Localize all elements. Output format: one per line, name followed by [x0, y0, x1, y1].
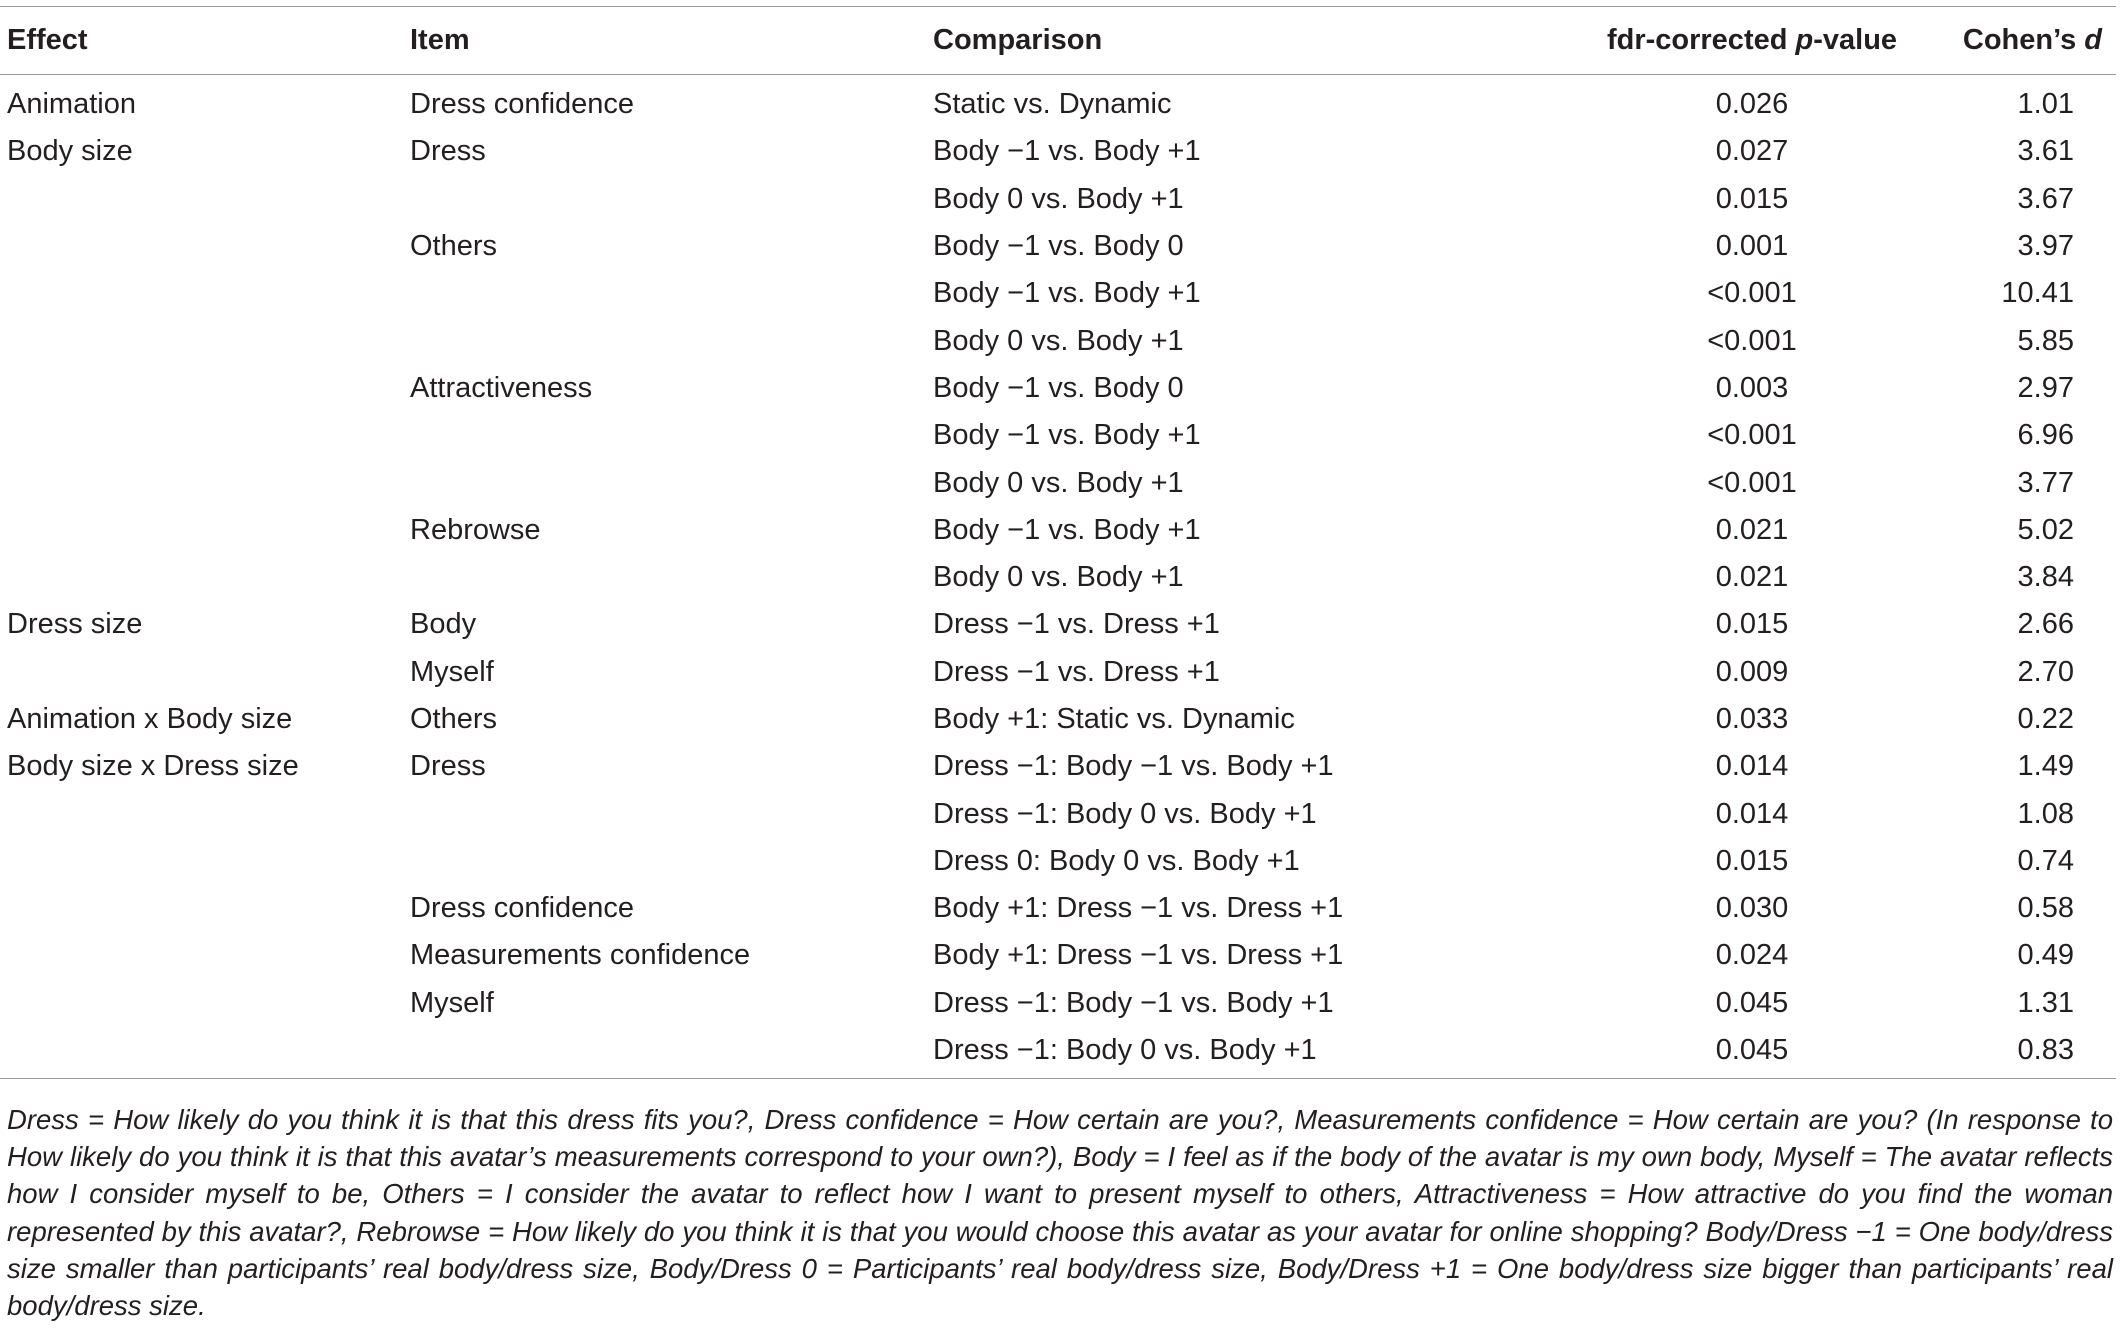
cell-comparison: Body 0 vs. Body +1 — [933, 324, 1184, 357]
cell-p-value: <0.001 — [1707, 466, 1797, 499]
cell-cohens-d: 3.97 — [2017, 230, 2074, 263]
cell-comparison: Body −1 vs. Body 0 — [933, 230, 1184, 263]
cell-effect: Animation x Body size — [7, 703, 293, 735]
cell-cohens-d: 2.97 — [2017, 371, 2074, 404]
header-d-prefix: Cohen’s — [1962, 24, 2085, 56]
cell-effect — [0, 459, 410, 506]
cell-item — [410, 838, 933, 885]
table-body — [0, 75, 2116, 1079]
table-row — [0, 459, 2116, 506]
cell-p-value: 0.015 — [1715, 844, 1789, 877]
cell-cohens-d: 2.66 — [2017, 608, 2074, 641]
cell-comparison: Body 0 vs. Body +1 — [933, 466, 1184, 499]
cell-p-value: 0.024 — [1715, 939, 1789, 972]
table-row — [0, 554, 2116, 601]
cell-p-value: <0.001 — [1707, 277, 1797, 310]
cell-cohens-d: 0.74 — [2017, 844, 2074, 877]
cell-cohens-d: 5.02 — [2017, 513, 2074, 546]
cell-p-value: 0.026 — [1715, 88, 1789, 121]
table-row — [0, 696, 2116, 743]
cell-comparison: Body −1 vs. Body 0 — [933, 371, 1184, 404]
cell-effect: Body size x Dress size — [7, 750, 299, 783]
cell-comparison: Dress −1: Body 0 vs. Body +1 — [933, 1027, 1569, 1079]
table-row — [0, 128, 2116, 175]
table-row — [0, 885, 2116, 932]
table-row — [0, 507, 2116, 554]
header-p-italic: p — [1795, 24, 1814, 56]
cell-item — [410, 459, 933, 506]
table-row — [0, 980, 2116, 1027]
cell-cohens-d: 0.83 — [1935, 1027, 2116, 1079]
cell-comparison: Body 0 vs. Body +1 — [933, 561, 1184, 594]
cell-cohens-d: 1.31 — [2017, 986, 2074, 1019]
header-p-suffix: -value — [1813, 24, 1898, 56]
cell-comparison: Dress −1 vs. Dress +1 — [933, 608, 1220, 641]
cell-p-value: 0.027 — [1715, 135, 1789, 168]
table-row — [0, 743, 2116, 790]
cell-item: Myself — [410, 655, 494, 688]
cell-comparison: Body −1 vs. Body +1 — [933, 513, 1201, 546]
header-d-italic: d — [2084, 24, 2102, 56]
cell-item — [410, 270, 933, 317]
cell-cohens-d: 1.08 — [2017, 797, 2074, 830]
cell-p-value: 0.021 — [1715, 561, 1789, 594]
cell-effect: Body size — [7, 135, 133, 168]
cell-item: Dress confidence — [410, 88, 635, 121]
cell-p-value: <0.001 — [1707, 324, 1797, 357]
cell-effect — [0, 412, 410, 459]
cell-item: Body — [410, 608, 477, 641]
cell-item — [410, 554, 933, 601]
cell-item — [410, 317, 933, 364]
cell-p-value: <0.001 — [1707, 419, 1797, 452]
cell-comparison: Static vs. Dynamic — [933, 88, 1172, 121]
cell-comparison: Body +1: Dress −1 vs. Dress +1 — [933, 939, 1344, 972]
table-row — [0, 932, 2116, 979]
header-row — [0, 7, 2116, 75]
cell-cohens-d: 6.96 — [2017, 419, 2074, 452]
cell-p-value: 0.014 — [1715, 797, 1789, 830]
cell-item — [410, 412, 933, 459]
cell-item: Others — [410, 230, 498, 263]
cell-item: Attractiveness — [410, 371, 593, 404]
cell-effect — [0, 980, 410, 1027]
header-p-prefix: fdr-corrected — [1606, 24, 1796, 56]
cell-cohens-d: 3.61 — [2017, 135, 2074, 168]
cell-effect — [0, 507, 410, 554]
cell-effect: Animation — [7, 88, 136, 121]
cell-cohens-d: 1.49 — [2017, 750, 2074, 783]
cell-cohens-d: 1.01 — [2017, 88, 2074, 121]
cell-comparison: Body −1 vs. Body +1 — [933, 135, 1201, 168]
table-header — [0, 7, 2116, 75]
cell-p-value: 0.009 — [1715, 655, 1789, 688]
cell-cohens-d: 3.84 — [2017, 561, 2074, 594]
cell-p-value: 0.015 — [1715, 608, 1789, 641]
cell-p-value: 0.014 — [1715, 750, 1789, 783]
cell-effect — [0, 223, 410, 270]
cell-item — [410, 1027, 933, 1079]
cell-p-value: 0.045 — [1569, 1027, 1935, 1079]
cell-comparison: Body −1 vs. Body +1 — [933, 419, 1201, 452]
cell-item — [410, 790, 933, 837]
cell-comparison: Body −1 vs. Body +1 — [933, 277, 1201, 310]
cell-item: Dress — [410, 135, 486, 168]
cell-cohens-d: 0.49 — [2017, 939, 2074, 972]
header-item: Item — [410, 7, 933, 75]
table-row — [0, 176, 2116, 223]
results-table — [0, 6, 2116, 1079]
cell-item: Rebrowse — [410, 513, 541, 546]
cell-p-value: 0.045 — [1715, 986, 1789, 1019]
table-row — [0, 412, 2116, 459]
cell-comparison: Body +1: Static vs. Dynamic — [933, 703, 1295, 735]
header-comparison: Comparison — [933, 7, 1569, 75]
table-footnote: Dress = How likely do you think it is that this dress fits you?, Dress confidence = How certain are you?, Measurements confidence = How certain are you? (In response to How likely do you think it is that this avatar’s measurements correspond to your own?), Body = I feel as if the body of the avatar is my own body, Myself = The avatar reflects how I consider myself to be, Others = I consider the avatar to reflect how I want to present myself to others, Attractiveness = How attractive do you find the woman represented by this avatar?, Rebrowse = How likely do you think it is that you would choose this avatar as your avatar for online shopping? Body/Dress −1 = One body/dress size smaller than participants’ real body/dress size, Body/Dress 0 = Participants’ real body/dress size, Body/Dress +1 = One body/dress size bigger than participants’ real body/dress size. — [7, 1104, 2113, 1322]
table-row — [0, 601, 2116, 648]
cell-comparison: Body 0 vs. Body +1 — [933, 182, 1184, 215]
cell-comparison: Dress −1: Body 0 vs. Body +1 — [933, 797, 1317, 830]
cell-effect — [0, 932, 410, 979]
cell-effect — [0, 365, 410, 412]
cell-item: Others — [410, 703, 498, 735]
cell-item — [410, 176, 933, 223]
cell-effect — [0, 649, 410, 696]
cell-comparison: Dress −1: Body −1 vs. Body +1 — [933, 750, 1334, 783]
cell-p-value: 0.030 — [1715, 892, 1789, 925]
table-row — [0, 223, 2116, 270]
table-row — [0, 317, 2116, 364]
cell-cohens-d: 2.70 — [2017, 655, 2074, 688]
cell-p-value: 0.003 — [1715, 371, 1789, 404]
cell-item: Dress confidence — [410, 892, 635, 925]
cell-item: Dress — [410, 750, 486, 783]
cell-effect — [0, 1027, 410, 1079]
cell-comparison: Dress −1: Body −1 vs. Body +1 — [933, 986, 1334, 1019]
cell-effect — [0, 270, 410, 317]
table-row — [0, 365, 2116, 412]
cell-p-value: 0.015 — [1715, 182, 1789, 215]
cell-cohens-d: 0.58 — [2017, 892, 2074, 925]
cell-effect: Dress size — [7, 608, 143, 641]
cell-cohens-d: 3.67 — [2017, 182, 2074, 215]
table-row — [0, 75, 2116, 129]
cell-cohens-d: 5.85 — [2017, 324, 2074, 357]
cell-effect — [0, 176, 410, 223]
header-p-value — [1569, 7, 1935, 75]
header-cohens-d — [1935, 7, 2116, 75]
header-effect: Effect — [0, 7, 410, 75]
cell-effect — [0, 790, 410, 837]
cell-item: Measurements confidence — [410, 939, 751, 972]
cell-cohens-d: 0.22 — [2017, 703, 2074, 735]
cell-comparison: Body +1: Dress −1 vs. Dress +1 — [933, 892, 1344, 925]
cell-effect — [0, 554, 410, 601]
cell-comparison: Dress 0: Body 0 vs. Body +1 — [933, 844, 1300, 877]
cell-effect — [0, 317, 410, 364]
table-row — [0, 838, 2116, 885]
cell-p-value: 0.033 — [1715, 703, 1789, 735]
cell-p-value: 0.001 — [1715, 230, 1789, 263]
table-row — [0, 1027, 2116, 1079]
cell-effect — [0, 885, 410, 932]
table-row — [0, 649, 2116, 696]
cell-effect — [0, 838, 410, 885]
cell-cohens-d: 3.77 — [2017, 466, 2074, 499]
cell-cohens-d: 10.41 — [2001, 277, 2074, 310]
cell-p-value: 0.021 — [1715, 513, 1789, 546]
cell-item: Myself — [410, 986, 494, 1019]
table-row — [0, 270, 2116, 317]
cell-comparison: Dress −1 vs. Dress +1 — [933, 655, 1220, 688]
table-row — [0, 790, 2116, 837]
